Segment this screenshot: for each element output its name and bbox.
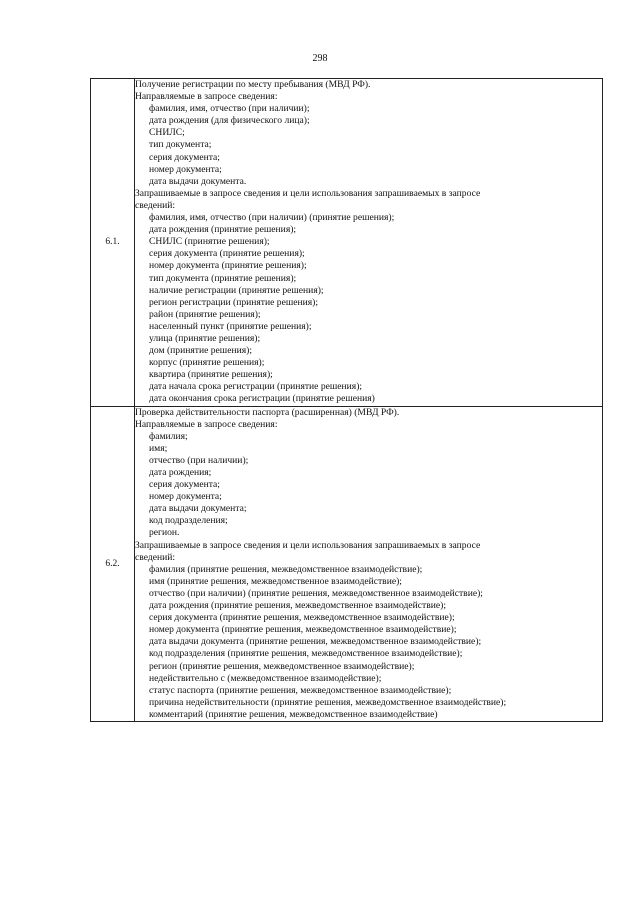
request-item: фамилия, имя, отчество (при наличии); bbox=[149, 103, 310, 115]
request-item: дата рождения (для физического лица); bbox=[149, 115, 310, 127]
request-item: номер документа; bbox=[149, 491, 222, 503]
response-item: дата начала срока регистрации (принятие решения); bbox=[149, 381, 363, 393]
request-item: тип документа; bbox=[149, 139, 212, 151]
response-item: регион (принятие решения, межведомственное взаимодействие); bbox=[149, 660, 415, 672]
request-item: имя; bbox=[149, 442, 168, 454]
response-heading: Запрашиваемые в запросе сведения и цели использования запрашиваемых в запросе bbox=[135, 539, 481, 551]
section-title: Получение регистрации по месту пребывания (МВД РФ). bbox=[135, 79, 371, 90]
response-item: номер документа (принятие решения); bbox=[149, 260, 307, 272]
response-heading-continued: сведений: bbox=[135, 551, 176, 563]
response-item: фамилия (принятие решения, межведомственное взаимодействие); bbox=[149, 563, 423, 575]
request-item: дата рождения; bbox=[149, 467, 212, 478]
section-title: Проверка действительности паспорта (расширенная) (МВД РФ). bbox=[135, 406, 400, 418]
request-item: серия документа; bbox=[149, 479, 220, 491]
request-item: отчество (при наличии); bbox=[149, 454, 249, 466]
request-item: регион. bbox=[149, 527, 180, 539]
request-item: СНИЛС; bbox=[149, 127, 185, 139]
request-item: фамилия; bbox=[149, 430, 188, 442]
request-item: дата выдачи документа; bbox=[149, 503, 247, 515]
response-item: отчество (при наличии) (принятие решения, межведомственное взаимодействие); bbox=[149, 587, 483, 599]
document-table bbox=[90, 78, 603, 722]
request-item: номер документа; bbox=[149, 163, 222, 175]
response-item: корпус (принятие решения); bbox=[149, 357, 265, 369]
response-heading: Запрашиваемые в запросе сведения и цели использования запрашиваемых в запросе bbox=[135, 187, 481, 199]
section-number: 6.1. bbox=[91, 79, 135, 407]
response-item: имя (принятие решения, межведомственное взаимодействие); bbox=[149, 575, 402, 587]
response-item: квартира (принятие решения); bbox=[149, 369, 273, 381]
response-item: населенный пункт (принятие решения); bbox=[149, 320, 312, 332]
table-row bbox=[91, 79, 603, 407]
response-item: недействительно с (межведомственное взаимодействие); bbox=[149, 672, 382, 684]
response-item: код подразделения (принятие решения, межведомственное взаимодействие); bbox=[149, 648, 463, 660]
response-item: район (принятие решения); bbox=[149, 308, 261, 320]
response-item: серия документа (принятие решения, межведомственное взаимодействие); bbox=[149, 612, 455, 624]
page-number: 298 bbox=[312, 53, 328, 64]
request-item: код подразделения; bbox=[149, 515, 228, 527]
response-item: статус паспорта (принятие решения, межведомственное взаимодействие); bbox=[149, 684, 452, 696]
table-row bbox=[91, 406, 603, 721]
response-item: фамилия, имя, отчество (при наличии) (принятие решения); bbox=[149, 212, 395, 224]
response-heading-continued: сведений: bbox=[135, 199, 176, 211]
response-item: СНИЛС (принятие решения); bbox=[149, 236, 270, 248]
request-heading: Направляемые в запросе сведения: bbox=[135, 91, 278, 103]
response-item: тип документа (принятие решения); bbox=[149, 272, 297, 284]
response-item: комментарий (принятие решения, межведомственное взаимодействие) bbox=[149, 708, 438, 720]
section-number: 6.2. bbox=[91, 406, 135, 721]
response-item: наличие регистрации (принятие решения); bbox=[149, 284, 324, 296]
response-item: дата рождения (принятие решения); bbox=[149, 224, 297, 236]
response-item: причина недействительности (принятие решения, межведомственное взаимодействие); bbox=[149, 696, 507, 708]
response-item: дата окончания срока регистрации (принятие решения) bbox=[149, 393, 375, 405]
response-item: улица (принятие решения); bbox=[149, 332, 261, 344]
request-item: серия документа; bbox=[149, 151, 220, 163]
request-heading: Направляемые в запросе сведения: bbox=[135, 418, 278, 430]
response-item: дата выдачи документа (принятие решения, межведомственное взаимодействие); bbox=[149, 636, 482, 648]
response-item: серия документа (принятие решения); bbox=[149, 248, 305, 260]
response-item: регион регистрации (принятие решения); bbox=[149, 296, 319, 308]
response-item: дом (принятие решения); bbox=[149, 345, 252, 357]
request-item: дата выдачи документа. bbox=[149, 175, 247, 187]
section-content bbox=[135, 79, 603, 407]
response-item: дата рождения (принятие решения, межведомственное взаимодействие); bbox=[149, 600, 446, 612]
section-content bbox=[135, 406, 603, 721]
response-item: номер документа (принятие решения, межведомственное взаимодействие); bbox=[149, 624, 457, 636]
